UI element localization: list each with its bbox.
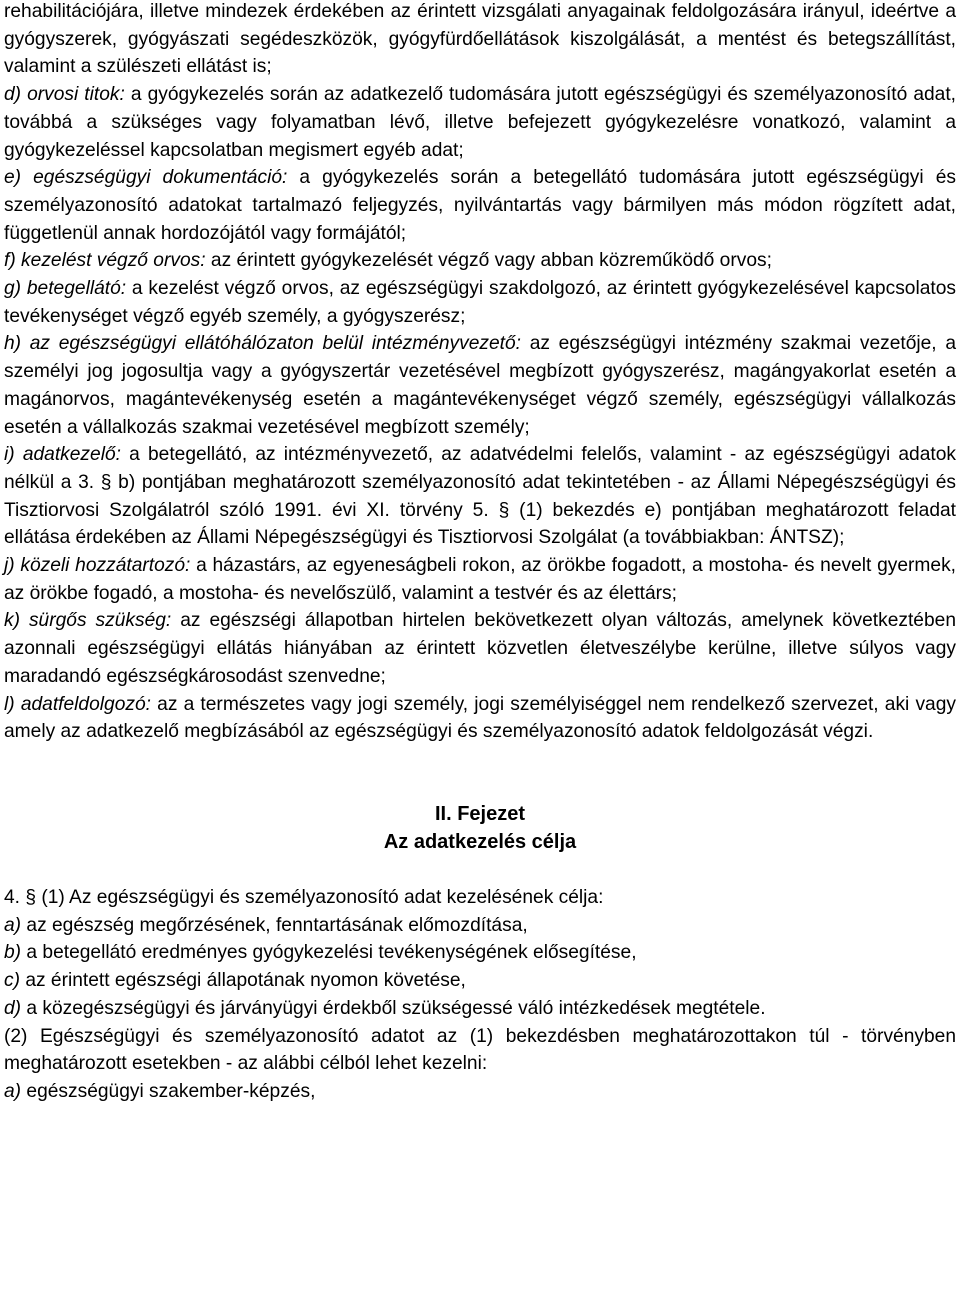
list-item [4,1078,956,1106]
definition-text: az érintett gyógykezelését végző vagy abban közreműködő orvos; [205,250,772,272]
definition-text: az egészségügyi intézmény szakmai vezetője, a személyi jog jogosultja vagy a gyógyszertár vezetésével megbízott gyógyszerész, magángyakorlat esetén a magánorvos, magántevékenység esetén a magántevékenységet végző személy, egészségügyi vállalkozás esetén a vállalkozás szakmai vezetésével megbízott személy; [4,333,956,438]
spacer [4,746,956,800]
paragraph-text: 4. § (1) Az egészségügyi és személyazonosító adat kezelésének célja: [4,886,604,908]
list-item-marker: c) [4,970,20,992]
section-paragraph [4,1023,956,1078]
spacer [4,856,956,884]
list-item-marker: d) [4,997,22,1019]
section-paragraph [4,884,956,912]
list-item-text: egészségügyi szakember-képzés, [21,1080,316,1102]
list-item-text: a betegellátó eredményes gyógykezelési tevékenységének elősegítése, [21,942,637,964]
definition-text: a gyógykezelés során az adatkezelő tudomására jutott egészségügyi és személyazonosító adat, továbbá a szükséges vagy folyamatban lévő, illetve befejezett gyógykezelésre vonatkozó, valamint a gyógykezeléssel kapcsolatban megismert egyéb adat; [4,84,956,161]
list-item [4,967,956,995]
definition-paragraph [4,441,956,552]
definition-text: a betegellátó, az intézményvezető, az adatvédelmi felelős, valamint - az egészségügyi adatok nélkül a 3. § b) pontjában meghatározott személyazonosító adat tekintetében - az Állami Népegészségügyi és Tisztiorvosi Szolgálatról szóló 1991. évi XI. törvény 5. § (1) bekezdés e) pontjában meghatározott feladat ellátása érdekében az Állami Népegészségügyi és Tisztiorvosi Szolgálat (a továbbiakban: ÁNTSZ); [4,444,956,549]
definition-text: a gyógykezelés során a betegellátó tudomására jutott egészségügyi és személyazonosító adatokat tartalmazó feljegyzés, nyilvántartás vagy bármilyen más módon rögzített adat, függetlenül annak hordozójától vagy formájától; [4,167,956,244]
definition-term: k) sürgős szükség: [4,610,172,632]
definition-text: az a természetes vagy jogi személy, jogi személyiséggel nem rendelkező szervezet, aki vagy amely az adatkezelő megbízásából az egészségügyi és személyazonosító adatok feldolgozását végzi. [4,693,956,743]
definition-paragraph [4,691,956,746]
definition-term: l) adatfeldolgozó: [4,693,151,715]
definition-term: e) egészségügyi dokumentáció: [4,167,288,189]
definition-term: h) az egészségügyi ellátóhálózaton belül intézményvezető: [4,333,522,355]
definition-paragraph [4,247,956,275]
list-item-marker: a) [4,914,22,936]
list-item-text: a közegészségügyi és járványügyi érdekből szükségessé váló intézkedések megtétele. [21,997,766,1019]
definition-paragraph [4,607,956,690]
list-item [4,939,956,967]
definition-term: j) közeli hozzátartozó: [4,555,191,577]
definition-paragraph [4,81,956,164]
list-item-marker: b) [4,942,22,964]
definition-text: a kezelést végző orvos, az egészségügyi szakdolgozó, az érintett gyógykezelésével kapcsolatos tevékenységet végző egyéb személy, a gyógyszerész; [4,278,956,327]
list-item-text: az egészség megőrzésének, fenntartásának előmozdítása, [21,914,528,936]
list-item [4,912,956,940]
definition-term: i) adatkezelő: [4,444,121,466]
list-item-text: az érintett egészségi állapotának nyomon követése, [19,970,466,992]
definition-paragraph [4,275,956,330]
chapter-title: Az adatkezelés célja [383,830,577,853]
definition-paragraph [4,330,956,441]
list-item [4,995,956,1023]
definition-text: az egészségi állapotban hirtelen bekövetkezett olyan változás, amelynek következtében azonnali egészségügyi ellátás hiányában az érintett közvetlen életveszélybe kerülne, illetve súlyos vagy maradandó egészségkárosodást szenvedne; [4,610,956,687]
definition-term: d) orvosi titok: [4,84,125,106]
definition-paragraph [4,0,956,81]
definition-term: f) kezelést végző orvos: [4,250,206,272]
definition-term: g) betegellátó: [4,278,127,300]
paragraph-text: (2) Egészségügyi és személyazonosító adatot az (1) bekezdésben meghatározottakon túl - törvényben meghatározott esetekben - az alábbi célból lehet kezelni: [4,1025,956,1075]
definition-paragraph [4,164,956,247]
list-item-marker: a) [4,1080,22,1102]
paragraph-text: rehabilitációjára, illetve mindezek érdekében az érintett vizsgálati anyagainak feldolgozására irányul, ideértve a gyógyszerek, gyógyászati segédeszközök, gyógyfürdőellátások kiszolgálását, a mentést és betegszállítást, valamint a szülészeti ellátást is; [4,1,956,78]
definition-text: a házastárs, az egyeneságbeli rokon, az örökbe fogadott, a mostoha- és nevelt gyermek, az örökbe fogadó, a mostoha- és nevelőszülő, valamint a testvér és az élettárs; [4,555,956,604]
definition-paragraph [4,552,956,607]
chapter-number: II. Fejezet [434,802,526,825]
